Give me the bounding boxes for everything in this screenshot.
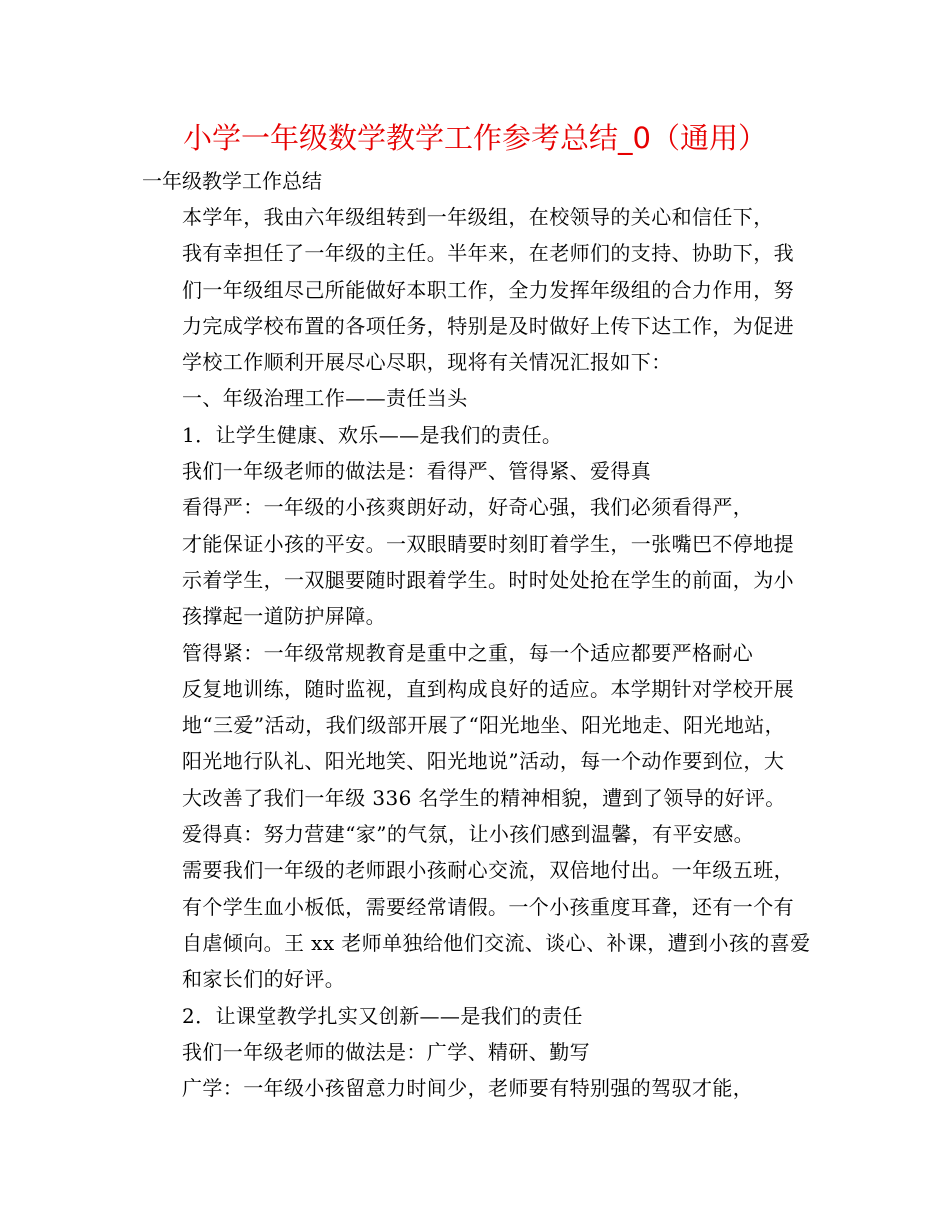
paragraph [142, 199, 832, 380]
paragraph-line: 管得紧：一年级常规教育是重中之重，每一个适应都要严格耐心 [182, 640, 754, 665]
paragraph-line: 有个学生血小板低，需要经常请假。一个小孩重度耳聋，还有一个有 [182, 894, 794, 919]
paragraph [142, 489, 832, 634]
paragraph-line: 爱得真：努力营建“家”的气氛，让小孩们感到温馨，有平安感。 [182, 822, 755, 847]
document-body [142, 199, 832, 1106]
paragraph-line: 1．让学生健康、欢乐——是我们的责任。 [182, 422, 563, 447]
paragraph-line: 力完成学校布置的各项任务，特别是及时做好上传下达工作，为促进 [182, 313, 794, 338]
paragraph [142, 1034, 832, 1070]
paragraph-line: 和家长们的好评。 [182, 967, 346, 992]
paragraph-line: 反复地训练，随时监视，直到构成良好的适应。本学期针对学校开展 [182, 676, 794, 701]
document-title: 小学一年级数学教学工作参考总结_0（通用） [183, 121, 767, 155]
paragraph-line: 阳光地行队礼、阳光地笑、阳光地说”活动，每一个动作要到位，大 [182, 749, 785, 774]
paragraph-line: 才能保证小孩的平安。一双眼睛要时刻盯着学生，一张嘴巴不停地提 [182, 531, 794, 556]
paragraph-line: 广学：一年级小孩留意力时间少，老师要有特别强的驾驭才能， [182, 1076, 754, 1101]
paragraph-line: 需要我们一年级的老师跟小孩耐心交流，双倍地付出。一年级五班， [182, 858, 794, 883]
paragraph-line: 我们一年级老师的做法是：看得严、管得紧、爱得真 [182, 459, 652, 484]
paragraph-line: 示着学生，一双腿要随时跟着学生。时时处处抢在学生的前面，为小 [182, 567, 794, 592]
paragraph-line: 本学年，我由六年级组转到一年级组，在校领导的关心和信任下， [182, 205, 774, 229]
paragraph [142, 816, 832, 997]
paragraph-line: 2．让课堂教学扎实又创新——是我们的责任 [182, 1003, 583, 1028]
paragraph-line: 学校工作顺利开展尽心尽职，现将有关情况汇报如下： [182, 350, 672, 375]
paragraph [142, 1070, 832, 1106]
paragraph [142, 998, 832, 1034]
paragraph [142, 453, 832, 489]
paragraph-line: 地“三爱”活动，我们级部开展了“阳光地坐、阳光地走、阳光地站， [182, 713, 786, 738]
paragraph-line: 我们一年级老师的做法是：广学、精研、勤写 [182, 1039, 590, 1064]
paragraph-line: 大改善了我们一年级 336 名学生的精神相貌，遭到了领导的好评。 [182, 785, 786, 810]
document-subtitle: 一年级教学工作总结 [142, 169, 322, 193]
paragraph-line: 我有幸担任了一年级的主任。半年来，在老师们的支持、协助下，我 [182, 241, 794, 266]
paragraph-line: 自虐倾向。王 xx 老师单独给他们交流、谈心、补课，遭到小孩的喜爱 [182, 930, 811, 955]
paragraph-line: 看得严：一年级的小孩爽朗好动，好奇心强，我们必须看得严， [182, 495, 754, 520]
paragraph [142, 417, 832, 453]
paragraph [142, 635, 832, 816]
paragraph-line: 孩撑起一道防护屏障。 [182, 604, 386, 629]
paragraph [142, 380, 832, 416]
paragraph-line: 们一年级组尽己所能做好本职工作，全力发挥年级组的合力作用，努 [182, 277, 794, 302]
paragraph-line: 一、年级治理工作——责任当头 [182, 386, 468, 411]
